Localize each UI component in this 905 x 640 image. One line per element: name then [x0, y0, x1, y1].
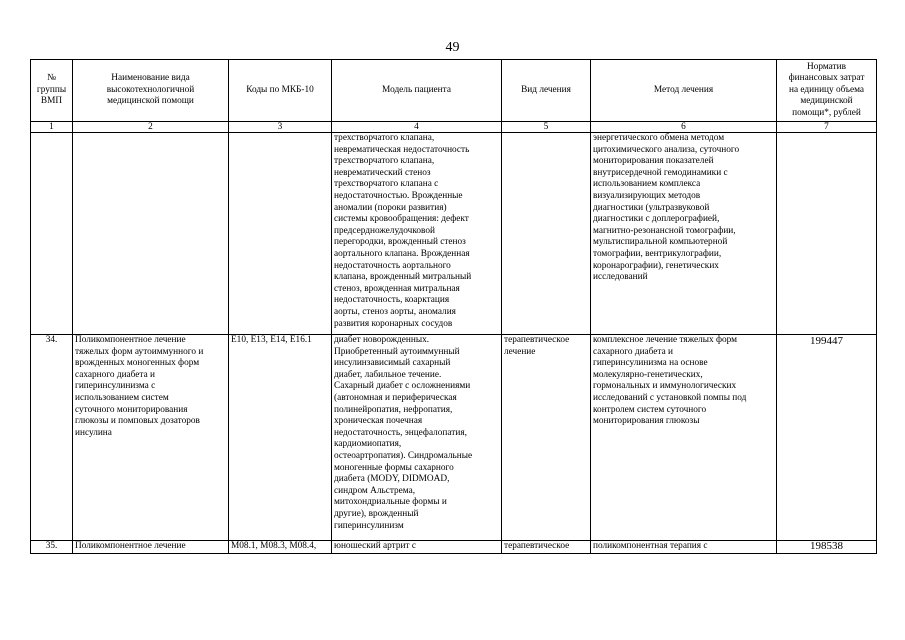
header-vmp-name: Наименование вида высокотехнологичной медицинской помощи [73, 60, 229, 122]
column-number: 4 [332, 122, 502, 133]
cell-model: трехстворчатого клапана, неврематическая недостаточность трехстворчатого клапана, неврематический стеноз трехстворчатого клапана с недостаточностью. Врожденные аномалии (пороки развития) системы кровообращения: дефект предсердножелудочковой перегородки, врожденный стеноз аортального клапана. Врожденная недостаточность аортального клапана, врожденный митральный стеноз, врожденная митральная недостаточность, коарктация аорты, стеноз аорты, аномалия развития коронарных сосудов [332, 133, 502, 335]
cell-method: энергетического обмена методом цитохимического анализа, суточного мониторирования показателей внутрисердечной гемодинамики с использованием комплекса визуализирующих методов диагностики (ультразвуковой диагностики с доплерографией, магнитно-резонансной томографии, мультиспиральной компьютерной томографии, вентрикулографии, коронарографии), генетических исследований [591, 133, 777, 335]
cell-codes [229, 133, 332, 335]
column-number: 5 [502, 122, 591, 133]
cell-treatment: терапевтическое лечение [502, 335, 591, 541]
cell-model: юношеский артрит с [332, 541, 502, 554]
cell-codes: E10, E13, E14, E16.1 [229, 335, 332, 541]
table-row [31, 541, 877, 554]
vmp-table [30, 59, 877, 554]
cell-group: 35. [31, 541, 73, 554]
header-icd-codes: Коды по МКБ-10 [229, 60, 332, 122]
page-number: 49 [445, 40, 460, 55]
cell-cost: 199447 [777, 335, 877, 541]
cell-method: комплексное лечение тяжелых форм сахарного диабета и гиперинсулинизма на основе молекулярно-генетических, гормональных и иммунологических исследований с установкой помпы под контролем систем суточного мониторирования глюкозы [591, 335, 777, 541]
header-group-number: № группы ВМП [31, 60, 73, 122]
cell-treatment [502, 133, 591, 335]
column-number: 7 [777, 122, 877, 133]
cell-treatment: терапевтическое [502, 541, 591, 554]
cell-group: 34. [31, 335, 73, 541]
header-treatment-type: Вид лечения [502, 60, 591, 122]
header-row [31, 60, 877, 122]
cell-model: диабет новорожденных. Приобретенный аутоиммунный инсулинзависимый сахарный диабет, лабильное течение. Сахарный диабет с осложнениями (автономная и периферическая полинейропатия, нефропатия, хроническая почечная недостаточность, энцефалопатия, кардиомиопатия, остеоартропатия). Синдромальные моногенные формы сахарного диабета (MODY, DIDMOAD, синдром Альстрема, митохондриальные формы и другие), врожденный гиперинсулинизм [332, 335, 502, 541]
header-patient-model: Модель пациента [332, 60, 502, 122]
column-number: 2 [73, 122, 229, 133]
cell-method: поликомпонентная терапия с [591, 541, 777, 554]
column-number-row [31, 122, 877, 133]
cell-group [31, 133, 73, 335]
cell-cost: 198538 [777, 541, 877, 554]
column-number: 6 [591, 122, 777, 133]
cell-name: Поликомпонентное лечение [73, 541, 229, 554]
column-number: 1 [31, 122, 73, 133]
header-treatment-method: Метод лечения [591, 60, 777, 122]
table-row [31, 133, 877, 335]
cell-name [73, 133, 229, 335]
table-row [31, 335, 877, 541]
cell-cost [777, 133, 877, 335]
column-number: 3 [229, 122, 332, 133]
cell-name: Поликомпонентное лечение тяжелых форм аутоиммунного и врожденных моногенных форм сахарного диабета и гиперинсулинизма с использованием систем суточного мониторирования глюкозы и помповых дозаторов инсулина [73, 335, 229, 541]
header-cost-norm: Норматив финансовых затрат на единицу объема медицинской помощи*, рублей [777, 60, 877, 122]
cell-codes: M08.1, M08.3, M08.4, [229, 541, 332, 554]
